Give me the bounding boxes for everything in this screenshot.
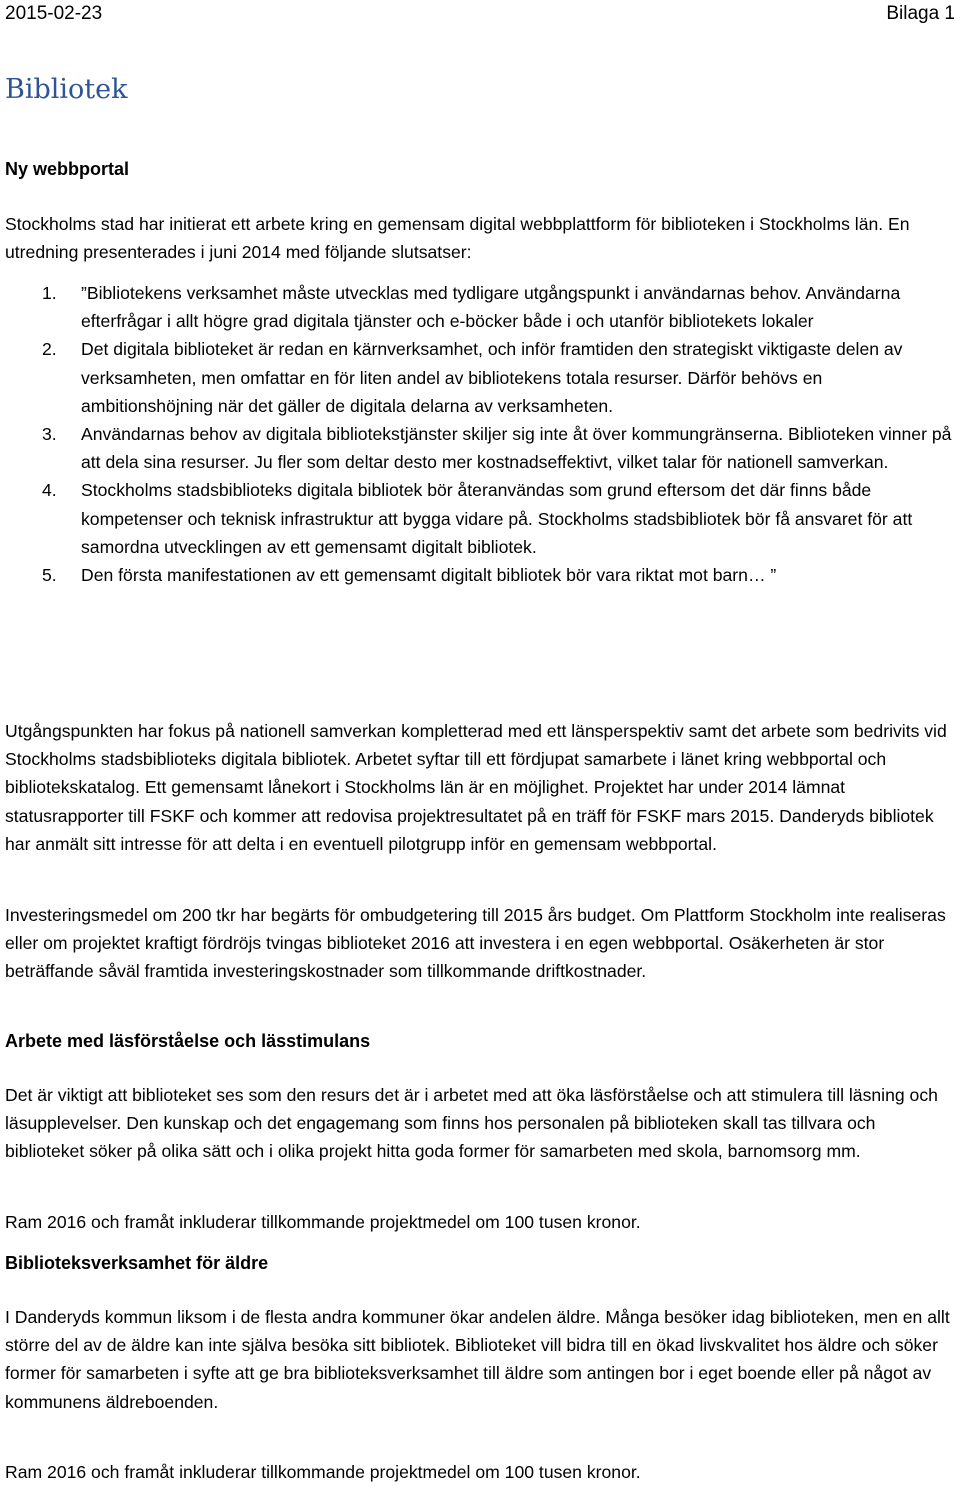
list-number: 2. bbox=[42, 339, 57, 360]
list-item-text: Stockholms stadsbiblioteks digitala bibliotek bör återanvändas som grund eftersom det där finns både kompetenser och teknisk infrastruktur att bygga vidare på. Stockholms stadsbibliotek bör få ansvaret för att samordna utvecklingen av ett gemensamt digitalt bibliotek. bbox=[81, 480, 913, 557]
header-label: Bilaga 1 bbox=[886, 3, 955, 24]
webbportal-paragraph-1 bbox=[5, 717, 955, 858]
section-webbportal bbox=[5, 156, 955, 182]
section-heading: Biblioteksverksamhet för äldre bbox=[5, 1253, 269, 1273]
list-item-text: ”Bibliotekens verksamhet måste utvecklas med tydligare utgångspunkt i användarnas behov. Användarna efterfrågar i allt högre grad digitala tjänster och e-böcker både i och utanför bibliotekets lokaler bbox=[81, 283, 901, 332]
section-heading: Ny webbportal bbox=[5, 159, 130, 179]
paragraph: Investeringsmedel om 200 tkr har begärts för ombudgetering till 2015 års budget. Om Plattform Stockholm inte realiseras eller om projektet kraftigt fördröjs tvingas biblioteket 2016 att investera i en egen webbportal. Osäkerheten är stor beträffande såväl framtida investeringskostnader som tillkommande driftkostnader. bbox=[5, 905, 946, 982]
webbportal-intro bbox=[5, 210, 955, 266]
section-heading: Arbete med läsförståelse och lässtimulans bbox=[5, 1031, 371, 1051]
page-header bbox=[5, 1, 955, 27]
section-aldre bbox=[5, 1250, 955, 1276]
paragraph: Stockholms stad har initierat ett arbete kring en gemensam digital webbplattform för biblioteken i Stockholms län. En utredning presenterades i juni 2014 med följande slutsatser: bbox=[5, 214, 910, 263]
webbportal-paragraph-2 bbox=[5, 901, 955, 986]
header-date: 2015-02-23 bbox=[5, 3, 103, 24]
paragraph: Det är viktigt att biblioteket ses som den resurs det är i arbetet med att öka läsförståelse och att stimulera till läsning och läsupplevelser. Den kunskap och det engagemang som finns hos personalen på biblioteken skall tas tillvara och biblioteket söker på olika sätt och i olika projekt hitta goda former för samarbeten med skola, barnomsorg mm. bbox=[5, 1085, 938, 1162]
paragraph: Ram 2016 och framåt inkluderar tillkommande projektmedel om 100 tusen kronor. bbox=[5, 1462, 641, 1482]
list-number: 1. bbox=[42, 283, 57, 303]
list-item-text: Det digitala biblioteket är redan en kärnverksamhet, och inför framtiden den strategiskt viktigaste delen av verksamheten, men omfattar en för liten andel av bibliotekens totala resurser. Därför behövs en ambitionshöjning när det gäller de digitala delarna av verksamheten. bbox=[81, 339, 903, 416]
list-number: 3. bbox=[42, 424, 57, 445]
paragraph: I Danderyds kommun liksom i de flesta andra kommuner ökar andelen äldre. Många besöker idag biblioteken, men en allt större del av de äldre kan inte själva besöka sitt bibliotek. Biblioteket vill bidra till en ökad livskvalitet hos äldre och söker former för samarbeten i syfte att ge bra biblioteksverksamhet till äldre som antingen bor i eget boende eller på något av kommunens äldreboenden. bbox=[5, 1307, 950, 1412]
list-item-text: Den första manifestationen av ett gemensamt digitalt bibliotek bör vara riktat mot barn… ” bbox=[81, 565, 777, 586]
list-number: 5. bbox=[42, 565, 57, 586]
lasforstaelse-paragraph-2 bbox=[5, 1208, 955, 1236]
list-item bbox=[5, 476, 955, 561]
aldre-paragraph-1 bbox=[5, 1303, 955, 1416]
list-item bbox=[5, 561, 955, 589]
list-item-text: Användarnas behov av digitala bibliotekstjänster skiljer sig inte åt över kommungränserna. Biblioteken vinner på att dela sina resurser. Ju fler som deltar desto mer kostnadseffektivt, vilket talar för nationell samverkan. bbox=[81, 424, 952, 473]
paragraph: Utgångspunkten har fokus på nationell samverkan kompletterad med ett länsperspektiv samt det arbete som bedrivits vid Stockholms stadsbiblioteks digitala bibliotek. Arbetet syftar till ett fördjupat samarbete i länet kring webbportal och bibliotekskatalog. Ett gemensamt lånekort i Stockholms län är en möjlighet. Projektet har under 2014 lämnat statusrapporter till FSKF och kommer att redovisa projektresultatet på en träff för FSKF mars 2015. Danderyds bibliotek har anmält sitt intresse för att delta i en eventuell pilotgrupp inför en gemensam webbportal. bbox=[5, 721, 947, 854]
list-number: 4. bbox=[42, 480, 57, 501]
document-title: Bibliotek bbox=[5, 74, 128, 105]
conclusions-list bbox=[5, 279, 955, 589]
paragraph: Ram 2016 och framåt inkluderar tillkommande projektmedel om 100 tusen kronor. bbox=[5, 1212, 641, 1232]
list-item bbox=[5, 335, 955, 420]
list-item bbox=[5, 420, 955, 476]
section-lasforstaelse bbox=[5, 1028, 955, 1054]
list-item bbox=[5, 279, 955, 335]
aldre-paragraph-2 bbox=[5, 1458, 955, 1486]
lasforstaelse-paragraph-1 bbox=[5, 1081, 955, 1166]
